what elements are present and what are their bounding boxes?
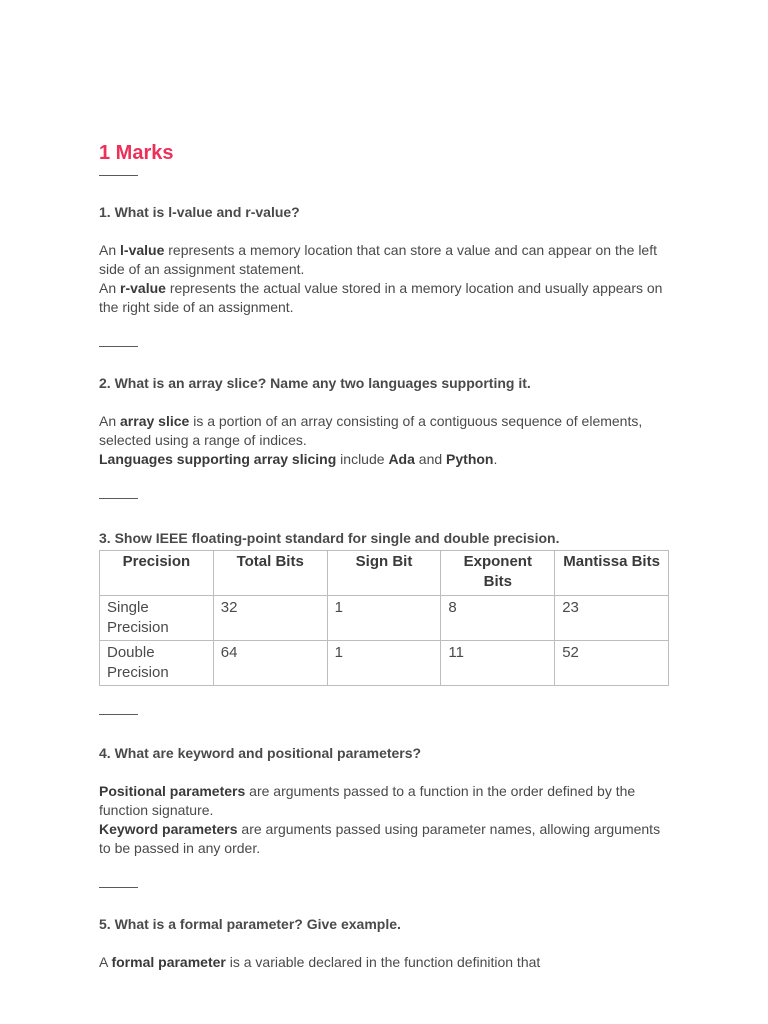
cell-exponent-bits: 11 xyxy=(441,641,555,686)
question-3: 3. Show IEEE floating-point standard for single and double precision. xyxy=(99,530,560,546)
cell-sign-bit: 1 xyxy=(327,596,441,641)
cell-precision: Single Precision xyxy=(100,596,214,641)
term-languages: Languages supporting array slicing xyxy=(99,451,337,467)
answer-2-languages xyxy=(99,450,674,469)
text-span: are arguments passed to a function in the order defined by the function signature. xyxy=(99,783,636,818)
header-total-bits: Total Bits xyxy=(213,551,327,596)
text-span: is a variable declared in the function definition that xyxy=(225,954,541,970)
cell-sign-bit: 1 xyxy=(327,641,441,686)
question-4: 4. What are keyword and positional parameters? xyxy=(99,745,422,761)
answer-1-rvalue xyxy=(99,279,674,317)
header-mantissa-bits: Mantissa Bits xyxy=(555,551,669,596)
text-span: include xyxy=(336,451,389,467)
cell-total-bits: 64 xyxy=(213,641,327,686)
header-exponent-bits: Exponent Bits xyxy=(441,551,555,596)
document-page xyxy=(99,138,674,972)
term-rvalue: r-value xyxy=(120,280,166,296)
divider xyxy=(99,498,138,499)
answer-5-definition xyxy=(99,953,674,972)
cell-precision: Double Precision xyxy=(100,641,214,686)
term-positional: Positional parameters xyxy=(99,783,246,799)
table-row xyxy=(100,596,669,641)
text-span: An xyxy=(99,413,121,429)
question-5: 5. What is a formal parameter? Give example. xyxy=(99,916,401,932)
cell-mantissa-bits: 52 xyxy=(555,641,669,686)
question-1: 1. What is l-value and r-value? xyxy=(99,204,300,220)
question-2: 2. What is an array slice? Name any two languages supporting it. xyxy=(99,375,531,391)
text-span: An xyxy=(99,280,121,296)
table-row xyxy=(100,641,669,686)
term-array-slice: array slice xyxy=(120,413,190,429)
answer-2-definition xyxy=(99,412,674,450)
section-heading: 1 Marks xyxy=(99,142,174,164)
text-span: A xyxy=(99,954,112,970)
divider xyxy=(99,175,138,176)
cell-mantissa-bits: 23 xyxy=(555,596,669,641)
header-precision: Precision xyxy=(100,551,214,596)
language-python: Python xyxy=(446,451,494,467)
text-span: represents the actual value stored in a memory location and usually appears on the right side of an assignment. xyxy=(99,280,663,315)
answer-4-positional xyxy=(99,782,674,820)
cell-total-bits: 32 xyxy=(213,596,327,641)
table-header-row xyxy=(100,551,669,596)
text-span: are arguments passed using parameter names, allowing arguments to be passed in any order. xyxy=(99,821,661,856)
divider xyxy=(99,887,138,888)
text-span: . xyxy=(493,451,498,467)
term-keyword: Keyword parameters xyxy=(99,821,238,837)
term-formal-parameter: formal parameter xyxy=(111,954,226,970)
header-sign-bit: Sign Bit xyxy=(327,551,441,596)
divider xyxy=(99,346,138,347)
language-ada: Ada xyxy=(388,451,415,467)
text-span: and xyxy=(414,451,447,467)
text-span: is a portion of an array consisting of a contiguous sequence of elements, selected using a range of indices. xyxy=(99,413,643,448)
term-lvalue: l-value xyxy=(120,242,165,258)
answer-4-keyword xyxy=(99,820,674,858)
text-span: An xyxy=(99,242,121,258)
divider xyxy=(99,714,138,715)
answer-1-lvalue xyxy=(99,241,674,279)
cell-exponent-bits: 8 xyxy=(441,596,555,641)
ieee-precision-table xyxy=(99,550,669,686)
text-span: represents a memory location that can store a value and can appear on the left side of an assignment statement. xyxy=(99,242,657,277)
